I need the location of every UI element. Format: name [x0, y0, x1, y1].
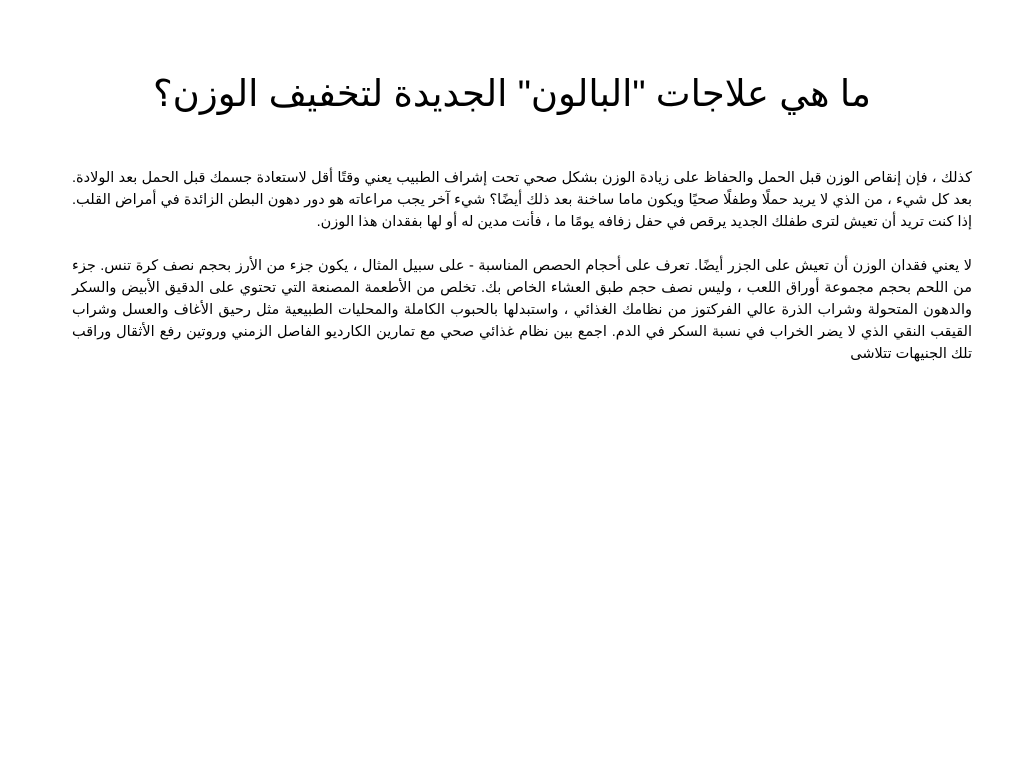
body-text [72, 167, 972, 387]
paragraph-1: كذلك ، فإن إنقاص الوزن قبل الحمل والحفاظ على زيادة الوزن بشكل صحي تحت إشراف الطبيب يعني وقتًا أقل لاستعادة جسمك قبل الحمل بعد الولادة. بعد كل شيء ، من الذي لا يريد حملًا وطفلًا صحيًا ويكون ماما ساخنة بعد ذلك أيضًا؟ شيء آخر يجب مراعاته هو دور دهون البطن الزائدة في أمراض القلب. إذا كنت تريد أن تعيش لترى طفلك الجديد يرقص في حفل زفافه يومًا ما ، فأنت مدين له أو لها بفقدان هذا الوزن. [72, 170, 972, 230]
page-title: ما هي علاجات "البالون" الجديدة لتخفيف الوزن؟ [153, 73, 871, 114]
paragraph-2: لا يعني فقدان الوزن أن تعيش على الجزر أيضًا. تعرف على أحجام الحصص المناسبة - على سبيل المثال ، يكون جزء من الأرز بحجم نصف كرة تنس. جزء من اللحم بحجم مجموعة أوراق اللعب ، وليس نصف حجم طبق العشاء الخاص بك. تخلص من الأطعمة المصنعة التي تحتوي على الدقيق الأبيض والسكر والدهون المتحولة وشراب الذرة عالي الفركتوز من نظامك الغذائي ، واستبدلها بالحبوب الكاملة والمحليات الطبيعية مثل رحيق الأغاف والعسل وشراب القيقب النقي الذي لا يضر الخراب في نسبة السكر في الدم. اجمع بين نظام غذائي صحي مع تمارين الكارديو الفاصل الزمني وروتين رفع الأثقال وراقب تلك الجنيهات تتلاشى [72, 258, 972, 362]
